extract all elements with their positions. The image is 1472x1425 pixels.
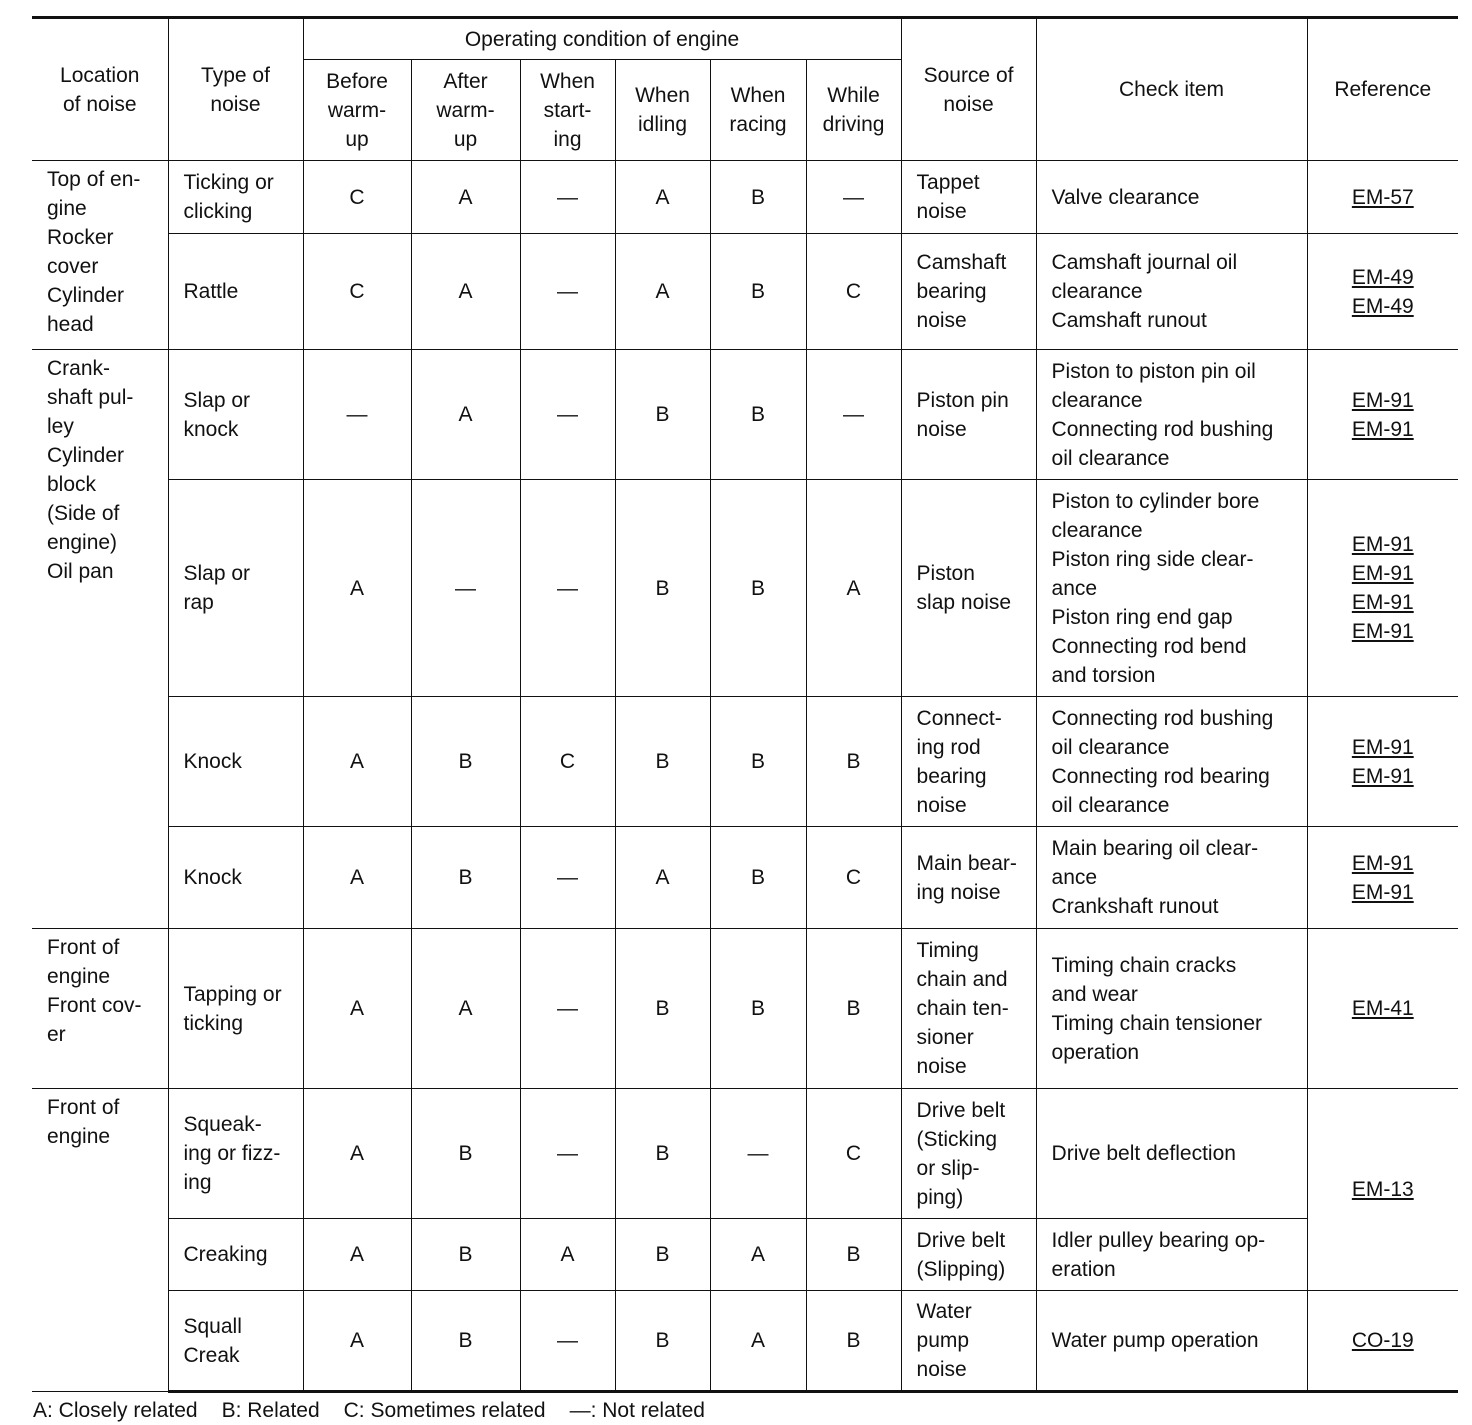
legend-item: A: Closely related [33,1399,198,1422]
header-condition: After warm- up [411,60,520,161]
noise-source-cell: Connect- ing rod bearing noise [901,697,1036,827]
condition-cell: B [806,1219,901,1291]
header-condition: When start- ing [520,60,615,161]
table-row [32,1089,1458,1219]
location-cell: Front of engine Front cov- er [32,929,168,1089]
legend [33,1397,729,1425]
reference-link[interactable]: EM-57 [1351,185,1414,209]
table-row [32,480,1458,697]
table-row [32,161,1458,234]
check-item-cell: Valve clearance [1036,161,1307,234]
header-condition: When racing [710,60,806,161]
reference-link[interactable]: EM-91 [1351,620,1414,643]
check-item-cell: Drive belt deflection [1036,1089,1307,1219]
noise-diagnosis-table [32,16,1458,1393]
legend-item: B: Related [221,1399,320,1422]
reference-cell [1307,350,1458,480]
condition-cell: B [411,1219,520,1291]
table-row [32,827,1458,929]
condition-cell: — [710,1089,806,1219]
reference-link[interactable]: EM-91 [1351,735,1414,759]
condition-cell: — [806,350,901,480]
reference-cell [1307,827,1458,929]
reference-link[interactable]: EM-91 [1351,591,1414,614]
reference-cell [1307,480,1458,697]
reference-link[interactable]: EM-91 [1351,533,1414,556]
noise-type-cell: Squeak- ing or fizz- ing [168,1089,303,1219]
condition-cell: A [615,161,710,234]
condition-cell: A [303,697,411,827]
header-reference: Reference [1307,18,1458,161]
condition-cell: A [411,234,520,350]
condition-cell: — [520,827,615,929]
condition-cell: B [710,827,806,929]
condition-cell: C [806,827,901,929]
legend-item: C: Sometimes related [343,1399,546,1422]
noise-type-cell: Slap or knock [168,350,303,480]
condition-cell: B [710,697,806,827]
location-cell: Front of engine [32,1089,168,1392]
noise-source-cell: Drive belt (Sticking or slip- ping) [901,1089,1036,1219]
condition-cell: A [615,234,710,350]
noise-source-cell: Main bear- ing noise [901,827,1036,929]
condition-cell: B [615,1219,710,1291]
condition-cell: B [411,1089,520,1219]
noise-source-cell: Camshaft bearing noise [901,234,1036,350]
noise-type-cell: Ticking or clicking [168,161,303,234]
reference-cell [1307,697,1458,827]
noise-source-cell: Tappet noise [901,161,1036,234]
condition-cell: C [303,161,411,234]
check-item-cell: Main bearing oil clear- ance Crankshaft runout [1036,827,1307,929]
noise-type-cell: Creaking [168,1219,303,1291]
condition-cell: A [411,929,520,1089]
condition-cell: A [615,827,710,929]
condition-cell: B [615,1291,710,1392]
condition-cell: A [303,480,411,697]
location-cell: Crank- shaft pul- ley Cylinder block (Side of engine) Oil pan [32,350,168,929]
check-item-cell: Camshaft journal oil clearance Camshaft runout [1036,234,1307,350]
condition-cell: B [615,697,710,827]
check-item-cell: Piston to cylinder bore clearance Piston ring side clear- ance Piston ring end gap Connecting rod bend and torsion [1036,480,1307,697]
header-check-item: Check item [1036,18,1307,161]
header-location: Location of noise [32,18,168,161]
condition-cell: B [411,697,520,827]
condition-cell: — [520,1291,615,1392]
condition-cell: C [303,234,411,350]
condition-cell: A [411,350,520,480]
reference-cell [1307,1291,1458,1392]
check-item-cell: Piston to piston pin oil clearance Connecting rod bushing oil clearance [1036,350,1307,480]
table-row [32,929,1458,1089]
reference-link[interactable]: EM-91 [1351,764,1414,788]
condition-cell: B [710,929,806,1089]
noise-type-cell: Knock [168,697,303,827]
condition-cell: B [710,350,806,480]
noise-type-cell: Rattle [168,234,303,350]
reference-link[interactable]: EM-91 [1351,388,1414,412]
reference-link[interactable]: EM-91 [1351,417,1414,441]
header-type: Type of noise [168,18,303,161]
reference-link[interactable]: EM-91 [1351,880,1414,904]
reference-link[interactable]: EM-49 [1351,294,1414,318]
table-row [32,1219,1458,1291]
condition-cell: — [520,1089,615,1219]
condition-cell: A [411,161,520,234]
condition-cell: — [303,350,411,480]
reference-cell [1307,234,1458,350]
noise-source-cell: Water pump noise [901,1291,1036,1392]
reference-link[interactable]: EM-91 [1351,562,1414,585]
condition-cell: B [710,480,806,697]
header-operating-condition: Operating condition of engine [303,18,901,60]
reference-link[interactable]: EM-49 [1351,265,1414,289]
condition-cell: — [411,480,520,697]
condition-cell: A [303,1291,411,1392]
noise-type-cell: Squall Creak [168,1291,303,1392]
header-condition: While driving [806,60,901,161]
condition-cell: B [806,929,901,1089]
condition-cell: — [520,929,615,1089]
table-row [32,1291,1458,1392]
condition-cell: — [520,350,615,480]
noise-type-cell: Tapping or ticking [168,929,303,1089]
condition-cell: A [303,1219,411,1291]
condition-cell: B [710,234,806,350]
reference-cell [1307,929,1458,1089]
header-source: Source of noise [901,18,1036,161]
table-row [32,350,1458,480]
reference-link[interactable]: EM-13 [1351,1178,1414,1201]
legend-item: —: Not related [569,1399,705,1422]
noise-source-cell: Drive belt (Slipping) [901,1219,1036,1291]
noise-source-cell: Piston pin noise [901,350,1036,480]
condition-cell: — [520,161,615,234]
reference-link[interactable]: CO-19 [1351,1329,1414,1352]
check-item-cell: Water pump operation [1036,1291,1307,1392]
condition-cell: A [303,1089,411,1219]
check-item-cell: Connecting rod bushing oil clearance Connecting rod bearing oil clearance [1036,697,1307,827]
reference-cell [1307,161,1458,234]
condition-cell: A [710,1291,806,1392]
check-item-cell: Timing chain cracks and wear Timing chain tensioner operation [1036,929,1307,1089]
condition-cell: — [520,480,615,697]
condition-cell: C [806,1089,901,1219]
header-condition: When idling [615,60,710,161]
condition-cell: A [303,929,411,1089]
condition-cell: B [806,697,901,827]
condition-cell: B [806,1291,901,1392]
condition-cell: B [615,929,710,1089]
condition-cell: A [303,827,411,929]
condition-cell: B [710,161,806,234]
condition-cell: B [615,480,710,697]
condition-cell: B [615,350,710,480]
reference-link[interactable]: EM-41 [1351,997,1414,1020]
condition-cell: A [520,1219,615,1291]
condition-cell: — [520,234,615,350]
table-row [32,697,1458,827]
reference-link[interactable]: EM-91 [1351,851,1414,875]
noise-type-cell: Knock [168,827,303,929]
location-cell: Top of en- gine Rocker cover Cylinder head [32,161,168,350]
reference-cell [1307,1089,1458,1291]
condition-cell: A [806,480,901,697]
condition-cell: — [806,161,901,234]
table-row [32,234,1458,350]
condition-cell: B [411,1291,520,1392]
check-item-cell: Idler pulley bearing op- eration [1036,1219,1307,1291]
table-header [32,18,1458,161]
noise-type-cell: Slap or rap [168,480,303,697]
condition-cell: C [806,234,901,350]
condition-cell: B [615,1089,710,1219]
condition-cell: C [520,697,615,827]
header-condition: Before warm- up [303,60,411,161]
condition-cell: B [411,827,520,929]
noise-source-cell: Timing chain and chain ten- sioner noise [901,929,1036,1089]
condition-cell: A [710,1219,806,1291]
noise-source-cell: Piston slap noise [901,480,1036,697]
table-body [32,161,1458,1392]
